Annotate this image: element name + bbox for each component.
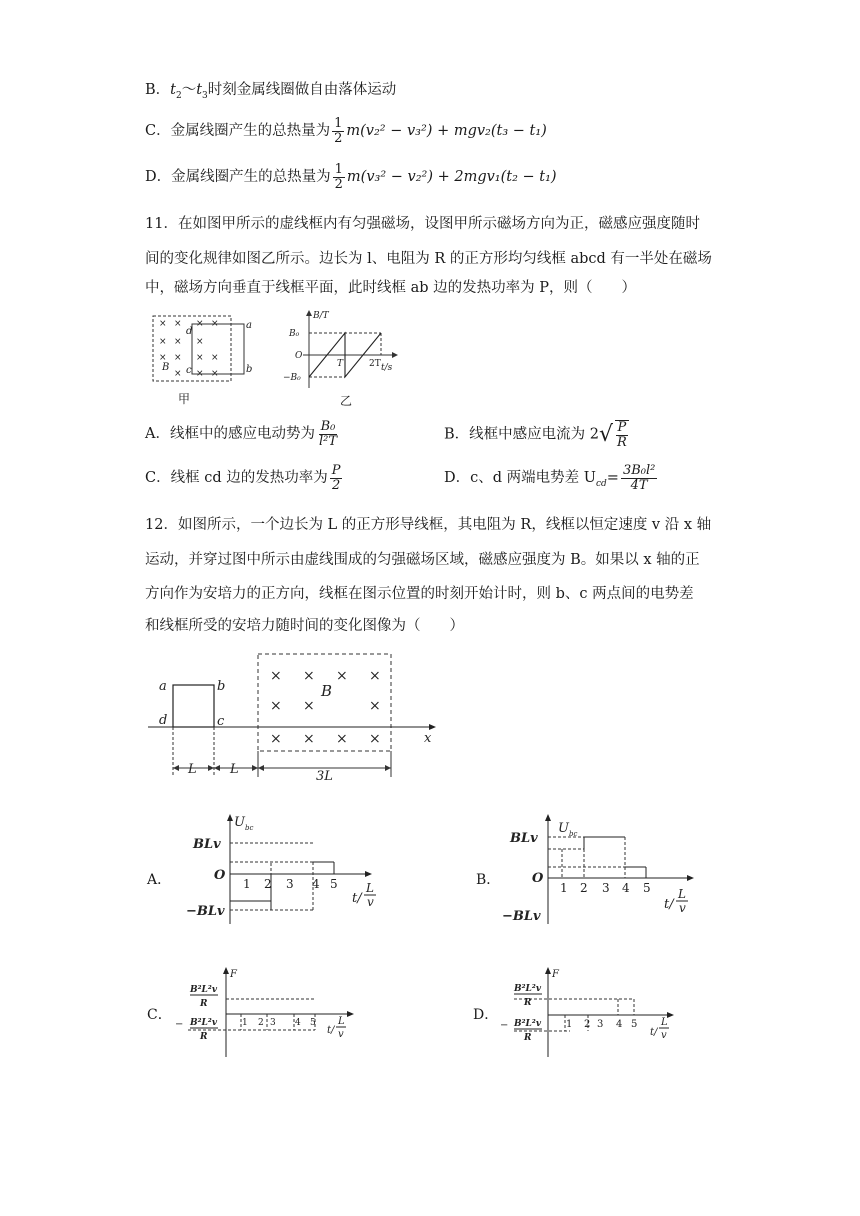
y-axis-label: B/T [313,311,329,321]
svg-text:t/: t/ [327,1025,335,1036]
svg-text:L: L [678,887,686,901]
svg-text:R: R [200,1032,208,1042]
svg-text:v: v [338,1029,344,1040]
q10-option-c: C．金属线圈产生的总热量为 $\frac{1}{2}$ m(v₂² − v₃²) + mgv₂(t₃ − t₁) [145,116,547,146]
fraction: $\frac{1}{2}$ [334,116,343,146]
label-c: c [217,714,225,729]
svg-text:×: × [211,369,219,379]
q12-stem-line-2: 运动，并穿过图中所示由虚线围成的匀强磁场区域，磁感应强度为 B。如果以 x 轴的正 [145,552,700,568]
svg-text:v: v [661,1030,667,1041]
q12-graph-d [500,965,690,1060]
svg-text:B²L²v: B²L²v [514,984,542,994]
tick-T: T [337,359,344,369]
svg-text:5: 5 [631,1019,638,1030]
svg-text:−BLv: −BLv [186,904,225,919]
fraction: $\frac{\text{B₀}}{\text{l²T}}$ [318,419,338,449]
svg-text:5: 5 [310,1018,316,1028]
q11-figure-jia [148,312,268,407]
svg-text:×: × [369,668,381,684]
svg-text:L: L [338,1016,345,1027]
q11-stem-line-2: 间的变化规律如图乙所示。边长为 l、电阻为 R 的正方形均匀线框 abcd 有一半处在磁场 [145,251,712,267]
label-b: b [217,679,226,694]
svg-text:1: 1 [243,877,251,891]
label-field-b: B [162,362,170,373]
svg-text:B²L²v: B²L²v [190,985,218,995]
fraction: $\frac{\text{3B₀l²}}{4T}$ [622,463,656,493]
q11-option-c: C．线框 cd 边的发热功率为 $\frac{P}{2}$ [145,463,341,493]
svg-text:v: v [679,901,686,915]
q12-option-a-letter: A． [147,872,172,888]
svg-text:×: × [270,731,282,747]
svg-text:−: − [500,1020,509,1031]
svg-text:F: F [552,969,559,980]
svg-text:4: 4 [312,877,320,891]
svg-text:U: U [558,821,569,836]
q12-option-d-letter: D． [473,1007,499,1023]
svg-text:−: − [175,1019,184,1030]
y-label-u: U [234,815,245,830]
q12-graph-b [500,812,730,932]
svg-text:×: × [270,698,282,714]
q10-option-b: B．$t_2\sim t_3$时刻金属线圈做自由落体运动 [145,82,397,101]
svg-text:t/: t/ [650,1027,658,1038]
svg-text:B²L²v: B²L²v [514,1019,542,1029]
fraction: $\frac{P}{2}$ [331,463,341,493]
svg-text:4: 4 [616,1019,623,1030]
svg-text:3: 3 [270,1018,276,1028]
figure-caption-jia: 甲 [178,392,191,406]
q11-option-a: A．线框中的感应电动势为 $\frac{\text{B₀}}{\text{l²T}}$ [145,419,338,449]
svg-text:×: × [174,353,182,363]
svg-text:F: F [230,969,237,980]
svg-text:4: 4 [295,1018,301,1028]
svg-text:×: × [369,698,381,714]
q12-stem-line-4: 和线框所受的安培力随时间的变化图像为（ ） [145,618,464,634]
label-d: d [186,326,193,337]
svg-text:L: L [366,881,374,895]
label-a: a [159,679,167,694]
svg-text:3L: 3L [316,769,333,784]
q12-option-b-letter: B． [476,872,501,888]
q11-stem-line-1: 11．在如图甲所示的虚线框内有匀强磁场，设图甲所示磁场方向为正，磁感应强度随时 [145,216,700,232]
q12-option-c-letter: C． [147,1007,172,1023]
svg-text:×: × [196,353,204,363]
svg-text:2: 2 [258,1018,264,1028]
svg-text:×: × [174,319,182,329]
q12-graph-a [168,812,398,932]
svg-text:1: 1 [566,1019,573,1030]
q10-option-d: D．金属线圈产生的总热量为 $\frac{1}{2}$ m(v₃² − v₂²) + 2mgv₁(t₂ − t₁) [145,162,557,192]
svg-text:3: 3 [286,877,294,891]
label-b: b [246,364,253,375]
svg-text:×: × [196,319,204,329]
svg-text:×: × [174,369,182,379]
svg-text:O: O [532,871,544,886]
svg-text:×: × [211,353,219,363]
svg-text:R: R [200,999,208,1009]
svg-text:2: 2 [584,1019,591,1030]
svg-text:5: 5 [643,881,651,895]
svg-text:×: × [336,731,348,747]
svg-text:1: 1 [242,1018,248,1028]
svg-text:−BLv: −BLv [502,909,541,924]
svg-text:4: 4 [622,881,630,895]
svg-text:BLv: BLv [193,837,221,852]
svg-text:R: R [524,998,532,1008]
svg-text:t/: t/ [352,891,362,906]
q12-main-figure [148,650,448,785]
x-axis-label: x [424,731,432,746]
svg-text:L: L [230,762,239,777]
svg-text:bc: bc [569,830,578,838]
svg-text:3: 3 [597,1019,604,1030]
q12-graph-c [170,965,360,1060]
svg-text:×: × [211,319,219,329]
q12-stem-line-1: 12．如图所示，一个边长为 L 的正方形导线框，其电阻为 R，线框以恒定速度 v 沿 x 轴 [145,517,712,533]
label-c: c [186,365,192,376]
svg-text:×: × [159,337,167,347]
svg-text:×: × [369,731,381,747]
field-label-b: B [321,682,333,700]
svg-text:L: L [661,1017,668,1028]
svg-text:BLv: BLv [510,831,538,846]
svg-text:×: × [159,353,167,363]
label-d: d [159,713,168,728]
svg-text:O: O [214,868,226,883]
fraction: $\frac{P}{R}$ [617,420,627,450]
svg-text:3: 3 [602,881,610,895]
svg-text:bc: bc [245,824,254,832]
svg-text:×: × [303,731,315,747]
svg-text:×: × [159,319,167,329]
fraction: $\frac{1}{2}$ [334,162,343,192]
q12-stem-line-3: 方向作为安培力的正方向，线框在图示位置的时刻开始计时，则 b、c 两点间的电势差 [145,586,694,602]
svg-text:×: × [270,668,282,684]
svg-text:5: 5 [330,877,338,891]
svg-text:1: 1 [560,881,568,895]
q11-option-b: B．线框中感应电流为 2√ $\frac{P}{R}$ [444,420,627,450]
svg-text:R: R [524,1033,532,1043]
svg-text:×: × [336,668,348,684]
tick-2T: 2T [369,359,381,369]
x-axis-label: t/s [381,363,393,373]
svg-text:v: v [367,895,374,909]
label-a: a [246,320,252,331]
origin-label: O [295,351,303,361]
q11-stem-line-3: 中，磁场方向垂直于线框平面，此时线框 ab 边的发热功率为 P，则（ ） [145,280,637,296]
b0-label: B₀ [289,329,300,339]
svg-text:t/: t/ [664,897,674,912]
svg-text:L: L [188,762,197,777]
svg-text:×: × [196,369,204,379]
svg-text:B²L²v: B²L²v [190,1018,218,1028]
neg-b0-label: −B₀ [283,373,301,383]
q11-option-d: D．c、d 两端电势差 $U_{cd}=$ $\frac{\text{3B₀l²}}{4T}$ [444,463,656,493]
svg-text:×: × [174,337,182,347]
svg-text:×: × [303,698,315,714]
svg-text:2: 2 [580,881,588,895]
svg-text:×: × [196,337,204,347]
q11-figure-yi [283,308,403,390]
figure-caption-yi: 乙 [340,394,353,408]
svg-text:×: × [303,668,315,684]
svg-text:2: 2 [264,877,272,891]
